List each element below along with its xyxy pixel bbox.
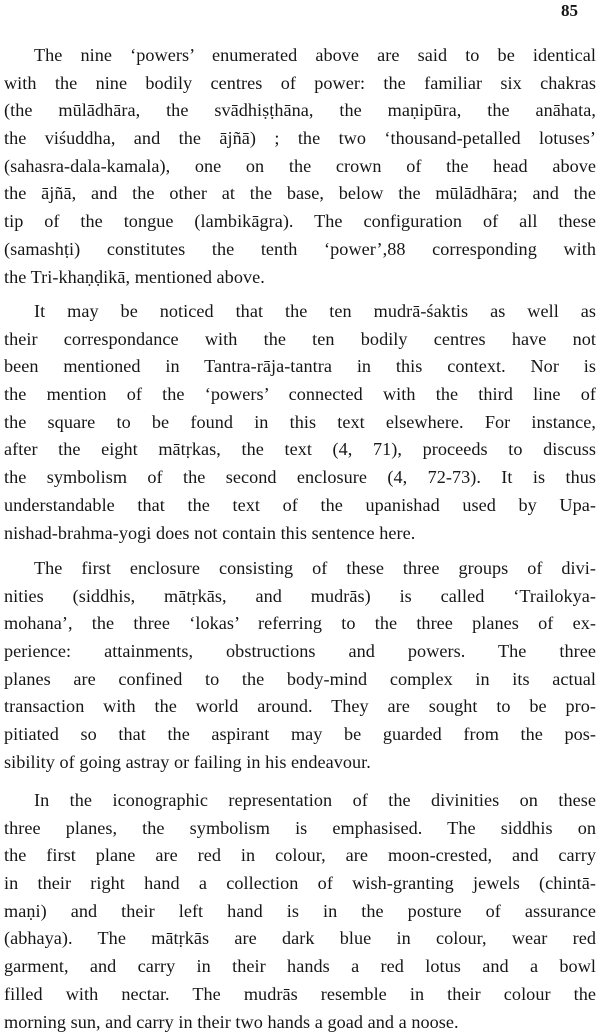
paragraph-line: nities (siddhis, mātṛkās, and mudrās) is called ‘Trailokya- [4,583,596,611]
paragraph-line: planes are confined to the body-mind complex in its actual [4,666,596,694]
paragraph-line: the symbolism of the second enclosure (4, 72-73). It is thus [4,464,596,492]
paragraph-line: mohana’, the three ‘lokas’ referring to the three planes of ex- [4,610,596,638]
paragraph-line: morning sun, and carry in their two hands a goad and a noose. [4,1009,596,1036]
paragraph-line: the viśuddha, and the ājñā) ; the two ‘thousand-petalled lotuses’ [4,125,596,153]
paragraph-2 [4,298,596,547]
paragraph-line: It may be noticed that the ten mudrā-śaktis as well as [4,298,596,326]
paragraph-line: the square to be found in this text elsewhere. For instance, [4,409,596,437]
paragraph-3 [4,555,596,777]
paragraph-line: (sahasra-dala-kamala), one on the crown of the head above [4,153,596,181]
paragraph-line: been mentioned in Tantra-rāja-tantra in this context. Nor is [4,353,596,381]
paragraph-line: (abhaya). The mātṛkās are dark blue in colour, wear red [4,925,596,953]
paragraph-line: in their right hand a collection of wish-granting jewels (chintā- [4,870,596,898]
paragraph-line: maṇi) and their left hand is in the posture of assurance [4,898,596,926]
paragraph-line: The nine ‘powers’ enumerated above are said to be identical [4,42,596,70]
paragraph-line: filled with nectar. The mudrās resemble in their colour the [4,981,596,1009]
paragraph-line: tip of the tongue (lambikāgra). The configuration of all these [4,208,596,236]
paragraph-line: garment, and carry in their hands a red lotus and a bowl [4,953,596,981]
paragraph-line: after the eight mātṛkas, the text (4, 71), proceeds to discuss [4,436,596,464]
paragraph-line: perience: attainments, obstructions and powers. The three [4,638,596,666]
paragraph-line: the mention of the ‘powers’ connected with the third line of [4,381,596,409]
paragraph-1 [4,42,596,291]
page-number: 85 [561,0,578,22]
paragraph-line: nishad-brahma-yogi does not contain this sentence here. [4,520,596,548]
paragraph-line: their correspondance with the ten bodily centres have not [4,326,596,354]
paragraph-4 [4,787,596,1036]
paragraph-line: The first enclosure consisting of these three groups of divi- [4,555,596,583]
paragraph-line: sibility of going astray or failing in his endeavour. [4,749,596,777]
paragraph-line: the Tri-khaṇḍikā, mentioned above. [4,264,596,292]
paragraph-line: transaction with the world around. They are sought to be pro- [4,693,596,721]
paragraph-line: (samashṭi) constitutes the tenth ‘power’,88 corresponding with [4,236,596,264]
paragraph-line: with the nine bodily centres of power: the familiar six chakras [4,70,596,98]
paragraph-line: understandable that the text of the upanishad used by Upa- [4,492,596,520]
paragraph-line: three planes, the symbolism is emphasised. The siddhis on [4,815,596,843]
paragraph-line: the ājñā, and the other at the base, below the mūlādhāra; and the [4,180,596,208]
paragraph-line: pitiated so that the aspirant may be guarded from the pos- [4,721,596,749]
paragraph-line: In the iconographic representation of the divinities on these [4,787,596,815]
paragraph-line: the first plane are red in colour, are moon-crested, and carry [4,842,596,870]
paragraph-line: (the mūlādhāra, the svādhiṣṭhāna, the maṇipūra, the anāhata, [4,97,596,125]
